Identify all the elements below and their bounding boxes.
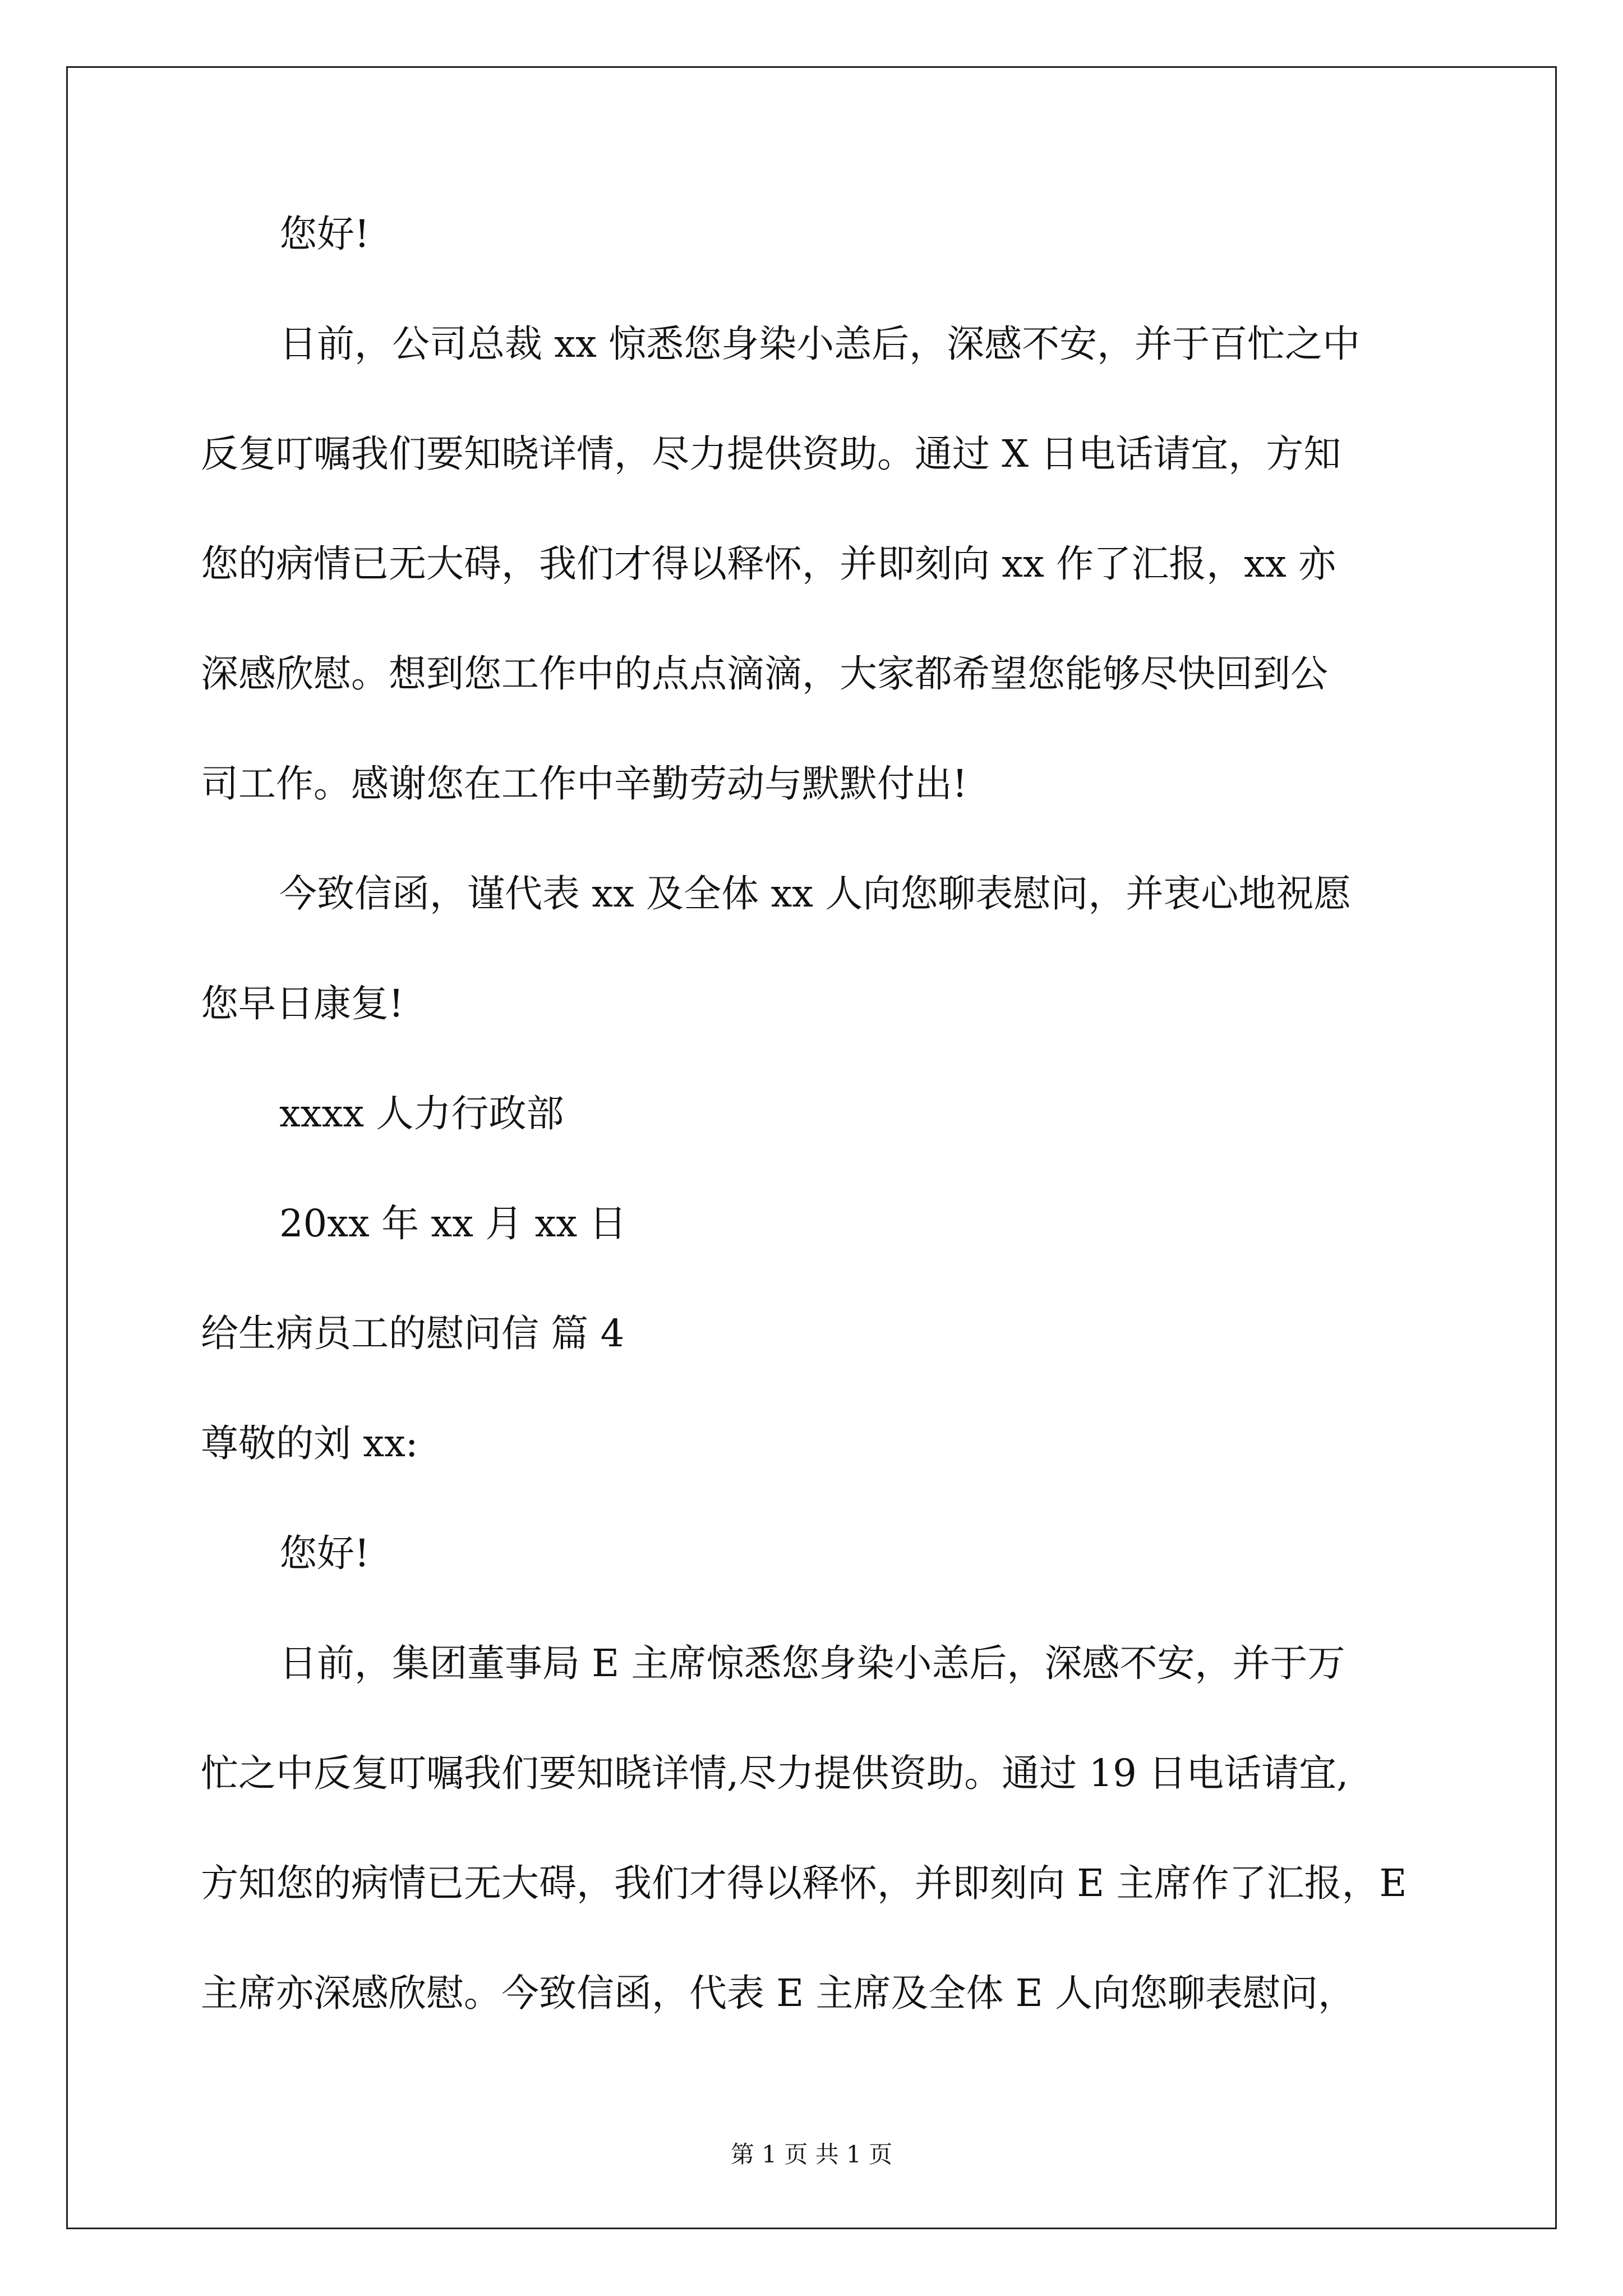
- text-line: 忙之中反复叮嘱我们要知晓详情,尽力提供资助。通过 19 日电话请宜,: [201, 1751, 1349, 1795]
- text-line: 主席亦深感欣慰。今致信函，代表 E 主席及全体 E 人向您聊表慰问，: [201, 1971, 1356, 2015]
- text-line: 反复叮嘱我们要知晓详情，尽力提供资助。通过 X 日电话请宜，方知: [201, 432, 1341, 476]
- text-line: 日前，公司总裁 xx 惊悉您身染小恙后，深感不安，并于百忙之中: [279, 322, 1361, 366]
- text-line: 日前，集团董事局 E 主席惊悉您身染小恙后，深感不安，并于万: [279, 1641, 1345, 1685]
- signature-department: xxxx 人力行政部: [279, 1092, 564, 1135]
- text-line: 方知您的病情已无大碍，我们才得以释怀，并即刻向 E 主席作了汇报，E: [201, 1861, 1407, 1905]
- salutation: 尊敬的刘 xx:: [201, 1421, 418, 1465]
- page-footer: 第 1 页 共 1 页: [730, 2141, 893, 2168]
- text-line: 您好!: [279, 1531, 370, 1575]
- text-line: 您早日康复!: [201, 982, 404, 1025]
- document-body: [201, 209, 1507, 2078]
- text-line: 您的病情已无大碍，我们才得以释怀，并即刻向 xx 作了汇报，xx 亦: [201, 542, 1336, 586]
- text-line: 您好!: [279, 212, 370, 256]
- signature-date: 20xx 年 xx 月 xx 日: [279, 1202, 627, 1245]
- section-heading: 给生病员工的慰问信 篇 4: [201, 1312, 625, 1355]
- text-line: 深感欣慰。想到您工作中的点点滴滴，大家都希望您能够尽快回到公: [201, 652, 1328, 696]
- text-line: 今致信函，谨代表 xx 及全体 xx 人向您聊表慰问，并衷心地祝愿: [279, 872, 1352, 915]
- text-line: 司工作。感谢您在工作中辛勤劳动与默默付出!: [201, 762, 967, 806]
